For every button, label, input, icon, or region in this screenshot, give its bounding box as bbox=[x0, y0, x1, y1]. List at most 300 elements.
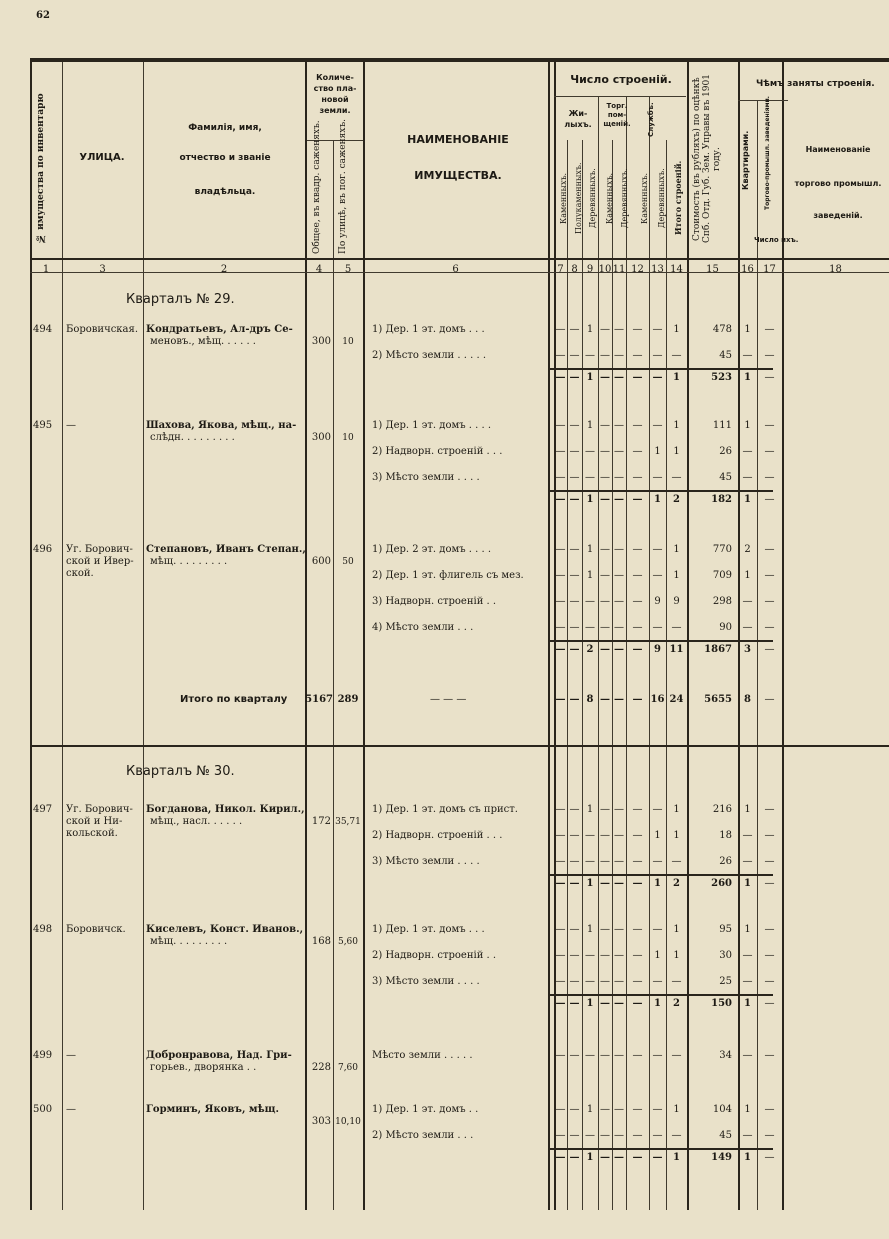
count-cell: — bbox=[652, 1152, 663, 1163]
land-front: 10 bbox=[342, 337, 354, 347]
count-cell: — bbox=[614, 596, 624, 607]
count-cell: — bbox=[632, 472, 643, 483]
value-cell: 5655 bbox=[704, 694, 732, 705]
count-cell: 1 bbox=[586, 998, 594, 1009]
flats-cell: — bbox=[742, 446, 753, 457]
header-col18-2: торгово промышл. bbox=[794, 179, 882, 188]
count-cell: 1 bbox=[654, 446, 661, 457]
total-rule bbox=[548, 490, 773, 492]
header-col17: Торгово-промышл. заведеніями. bbox=[764, 96, 771, 210]
count-cell: 1 bbox=[673, 830, 680, 841]
count-cell: — bbox=[652, 1104, 663, 1115]
count-cell: 1 bbox=[586, 420, 594, 431]
count-cell: — bbox=[614, 1104, 624, 1115]
count-cell: — bbox=[600, 804, 610, 815]
value-cell: 150 bbox=[711, 998, 732, 1009]
count-cell: — bbox=[569, 372, 580, 383]
header-col16: Квартирами. bbox=[741, 130, 750, 190]
owner-name: меновъ., мѣщ. . . . . . bbox=[150, 336, 256, 347]
count-cell: — bbox=[585, 856, 595, 867]
value-cell: 770 bbox=[712, 544, 732, 555]
column-number: 2 bbox=[220, 264, 228, 275]
street: кольской. bbox=[66, 828, 118, 839]
land-area: 168 bbox=[311, 936, 331, 947]
land-area: 172 bbox=[311, 816, 331, 827]
flats-cell: 1 bbox=[744, 998, 751, 1009]
count-cell: — bbox=[614, 694, 624, 705]
count-cell: — bbox=[585, 950, 595, 961]
property-item: 4) Мѣсто земли . . . bbox=[372, 622, 474, 633]
header-col14: Итого строеній. bbox=[673, 160, 683, 236]
quarter-29-title: Кварталъ № 29. bbox=[126, 292, 235, 307]
flats-cell: — bbox=[742, 830, 753, 841]
value-cell: 45 bbox=[719, 350, 732, 361]
flats-cell: 1 bbox=[744, 372, 751, 383]
column-line bbox=[363, 60, 365, 1210]
column-line bbox=[143, 60, 144, 1210]
column-number: 14 bbox=[670, 264, 683, 275]
property-item: 2) Мѣсто земли . . . . . bbox=[372, 350, 486, 361]
header-col9: Деревянныхъ. bbox=[588, 168, 597, 228]
count-cell: — bbox=[614, 1050, 624, 1061]
property-item: Мѣсто земли . . . . . bbox=[372, 1050, 473, 1061]
count-cell: — bbox=[555, 622, 566, 633]
land-area: 303 bbox=[311, 1116, 331, 1127]
count-cell: — bbox=[600, 878, 610, 889]
count-cell: — bbox=[600, 494, 610, 505]
count-cell: 1 bbox=[654, 494, 661, 505]
trade-cell: — bbox=[764, 420, 775, 431]
property-item: 3) Мѣсто земли . . . . bbox=[372, 856, 480, 867]
column-line bbox=[554, 60, 556, 1210]
count-cell: — bbox=[585, 622, 595, 633]
count-cell: — bbox=[569, 998, 580, 1009]
count-cell: — bbox=[585, 472, 595, 483]
column-line bbox=[333, 140, 334, 1210]
value-cell: 523 bbox=[711, 372, 732, 383]
trade-cell: — bbox=[764, 350, 775, 361]
count-cell: 1 bbox=[673, 1152, 680, 1163]
count-cell: — bbox=[600, 1050, 610, 1061]
trade-cell: — bbox=[764, 622, 775, 633]
land-area: 228 bbox=[311, 1062, 331, 1073]
count-cell: — bbox=[632, 694, 643, 705]
quarter-summary-label: Итого по кварталу bbox=[180, 694, 288, 705]
count-cell: — bbox=[614, 976, 624, 987]
flats-cell: — bbox=[742, 596, 753, 607]
count-cell: — bbox=[632, 856, 643, 867]
column-number: 11 bbox=[612, 264, 626, 275]
count-cell: — bbox=[671, 976, 682, 987]
count-cell: — bbox=[614, 998, 624, 1009]
property-item: 2) Мѣсто земли . . . bbox=[372, 1130, 474, 1141]
header-col4: Общее, въ квадр. саженяхъ. bbox=[312, 120, 322, 254]
count-cell: — bbox=[652, 472, 663, 483]
count-cell: 1 bbox=[586, 1104, 594, 1115]
land-area: 300 bbox=[311, 432, 331, 443]
column-number: 4 bbox=[315, 264, 323, 275]
count-cell: — bbox=[671, 472, 682, 483]
count-cell: 1 bbox=[586, 324, 594, 335]
owner-name: Добронравова, Над. Гри- bbox=[146, 1050, 292, 1061]
land-front: 5,60 bbox=[337, 937, 359, 947]
count-cell: — bbox=[614, 350, 624, 361]
entry-number: 500 bbox=[33, 1104, 53, 1115]
owner-name: слѣдн. . . . . . . . . bbox=[150, 432, 235, 443]
header-property-2: ИМУЩЕСТВА. bbox=[414, 169, 502, 182]
count-cell: 1 bbox=[673, 446, 680, 457]
count-cell: — bbox=[632, 372, 643, 383]
count-cell: — bbox=[600, 544, 610, 555]
count-cell: — bbox=[614, 830, 624, 841]
count-cell: — bbox=[652, 924, 663, 935]
count-cell: — bbox=[632, 976, 643, 987]
count-cell: — bbox=[600, 856, 610, 867]
owner-name: мѣщ., насл. . . . . . bbox=[150, 816, 243, 827]
value-cell: 18 bbox=[719, 830, 732, 841]
count-cell: 1 bbox=[586, 924, 594, 935]
count-cell: — bbox=[585, 446, 595, 457]
count-cell: — bbox=[614, 644, 624, 655]
count-cell: 2 bbox=[673, 494, 680, 505]
value-cell: 111 bbox=[712, 420, 732, 431]
count-cell: 1 bbox=[654, 878, 661, 889]
count-cell: — bbox=[569, 420, 580, 431]
count-cell: — bbox=[614, 1152, 624, 1163]
count-cell: — bbox=[632, 494, 643, 505]
value-cell: 90 bbox=[719, 622, 732, 633]
count-cell: — bbox=[614, 570, 624, 581]
column-line bbox=[305, 60, 307, 1210]
count-cell: — bbox=[614, 472, 624, 483]
count-cell: — bbox=[671, 622, 682, 633]
count-cell: 1 bbox=[654, 950, 661, 961]
column-number: 16 bbox=[741, 264, 754, 275]
count-cell: — bbox=[600, 1104, 610, 1115]
count-cell: — bbox=[585, 1130, 595, 1141]
count-cell: — bbox=[569, 1152, 580, 1163]
count-cell: — bbox=[652, 856, 663, 867]
owner-name: мѣщ. . . . . . . . . bbox=[150, 936, 228, 947]
value-cell: 30 bbox=[719, 950, 732, 961]
count-cell: 1 bbox=[673, 372, 680, 383]
buildings-rule bbox=[554, 96, 686, 97]
count-cell: — bbox=[632, 544, 643, 555]
total-rule bbox=[548, 640, 773, 642]
value-cell: 298 bbox=[712, 596, 732, 607]
trade-cell: — bbox=[764, 544, 775, 555]
street: Уг. Борович- bbox=[66, 804, 133, 815]
property-item: 3) Мѣсто земли . . . . bbox=[372, 976, 480, 987]
count-cell: — bbox=[632, 1152, 643, 1163]
count-cell: — bbox=[671, 350, 682, 361]
column-line bbox=[687, 60, 689, 1210]
column-number: 9 bbox=[586, 264, 594, 275]
street: Боровичск. bbox=[66, 924, 126, 935]
count-cell: — bbox=[614, 1130, 624, 1141]
property-item: 1) Дер. 1 эт. домъ . . . bbox=[372, 324, 485, 335]
summary-dashes: — — — bbox=[430, 694, 467, 705]
value-cell: 26 bbox=[719, 856, 732, 867]
total-rule bbox=[548, 1148, 773, 1150]
header-occupied: Чѣмъ заняты строенія. bbox=[756, 79, 875, 89]
trade-cell: — bbox=[764, 804, 775, 815]
count-cell: — bbox=[600, 622, 610, 633]
header-street: УЛИЦА. bbox=[79, 152, 125, 163]
header-service: Службъ. bbox=[647, 102, 655, 138]
count-cell: — bbox=[632, 420, 643, 431]
trade-cell: — bbox=[764, 372, 775, 383]
count-cell: — bbox=[555, 472, 566, 483]
column-line bbox=[548, 60, 550, 1210]
property-item: 1) Дер. 2 эт. домъ . . . . bbox=[372, 544, 492, 555]
flats-cell: 1 bbox=[744, 324, 751, 335]
flats-cell: 1 bbox=[744, 494, 751, 505]
count-cell: — bbox=[569, 804, 580, 815]
count-cell: — bbox=[614, 878, 624, 889]
value-cell: 45 bbox=[719, 1130, 732, 1141]
count-cell: — bbox=[671, 1050, 682, 1061]
trade-cell: — bbox=[764, 924, 775, 935]
header-land-qty: Количе- ство пла- новой земли. bbox=[313, 73, 357, 115]
street: — bbox=[66, 1104, 76, 1115]
trade-cell: — bbox=[764, 446, 775, 457]
count-cell: — bbox=[600, 1130, 610, 1141]
entry-number: 495 bbox=[33, 420, 53, 431]
flats-cell: 1 bbox=[744, 420, 751, 431]
count-cell: 1 bbox=[673, 324, 680, 335]
count-cell: — bbox=[569, 694, 580, 705]
count-cell: — bbox=[569, 856, 580, 867]
entry-number: 497 bbox=[33, 804, 53, 815]
trade-cell: — bbox=[764, 856, 775, 867]
street: ской и Ивер- bbox=[66, 556, 134, 567]
header-bottom-rule bbox=[30, 258, 889, 260]
count-cell: — bbox=[585, 596, 595, 607]
summary-area: 5167 bbox=[305, 694, 333, 705]
owner-name: Горминъ, Яковъ, мѣщ. bbox=[146, 1104, 279, 1115]
header-buildings-count: Число строеній. bbox=[570, 73, 672, 86]
count-cell: — bbox=[632, 998, 643, 1009]
column-number: 10 bbox=[598, 264, 612, 275]
count-cell: — bbox=[632, 324, 643, 335]
flats-cell: 8 bbox=[744, 694, 751, 705]
trade-cell: — bbox=[764, 1050, 775, 1061]
count-cell: 1 bbox=[586, 804, 594, 815]
count-cell: — bbox=[569, 622, 580, 633]
flats-cell: 2 bbox=[744, 544, 751, 555]
column-number: 3 bbox=[99, 264, 106, 275]
count-cell: — bbox=[600, 644, 610, 655]
value-cell: 216 bbox=[712, 804, 732, 815]
count-cell: — bbox=[569, 878, 580, 889]
count-cell: — bbox=[614, 324, 624, 335]
count-cell: — bbox=[555, 924, 566, 935]
trade-cell: — bbox=[764, 472, 775, 483]
count-cell: — bbox=[632, 570, 643, 581]
header-col18-1: Наименованіе bbox=[805, 145, 871, 154]
count-cell: — bbox=[614, 494, 624, 505]
entry-number: 499 bbox=[33, 1050, 53, 1061]
summary-front: 289 bbox=[337, 694, 359, 705]
flats-cell: 1 bbox=[744, 570, 751, 581]
count-cell: 9 bbox=[654, 644, 661, 655]
flats-cell: 3 bbox=[744, 644, 751, 655]
column-number: 1 bbox=[42, 264, 50, 275]
street: — bbox=[66, 1050, 76, 1061]
count-cell: — bbox=[555, 856, 566, 867]
property-item: 1) Дер. 1 эт. домъ . . . . bbox=[372, 420, 492, 431]
owner-name: Киселевъ, Конст. Иванов., bbox=[146, 924, 304, 935]
trade-cell: — bbox=[764, 494, 775, 505]
column-number: 17 bbox=[763, 264, 776, 275]
count-cell: — bbox=[555, 830, 566, 841]
count-cell: — bbox=[569, 570, 580, 581]
count-cell: — bbox=[600, 924, 610, 935]
count-cell: — bbox=[555, 446, 566, 457]
street: ской и Ни- bbox=[66, 816, 123, 827]
flats-cell: — bbox=[742, 950, 753, 961]
count-cell: — bbox=[652, 324, 663, 335]
value-cell: 149 bbox=[711, 1152, 732, 1163]
trade-cell: — bbox=[764, 1130, 775, 1141]
trade-cell: — bbox=[764, 1104, 775, 1115]
count-cell: — bbox=[569, 924, 580, 935]
count-cell: — bbox=[555, 1152, 566, 1163]
count-cell: — bbox=[569, 494, 580, 505]
count-cell: — bbox=[585, 350, 595, 361]
value-cell: 478 bbox=[712, 324, 732, 335]
land-area: 300 bbox=[311, 336, 331, 347]
count-cell: — bbox=[632, 622, 643, 633]
count-cell: — bbox=[632, 644, 643, 655]
count-cell: — bbox=[652, 622, 663, 633]
count-cell: — bbox=[600, 372, 610, 383]
column-number: 7 bbox=[557, 264, 564, 275]
count-cell: — bbox=[569, 976, 580, 987]
count-cell: 1 bbox=[673, 924, 680, 935]
flats-cell: 1 bbox=[744, 878, 751, 889]
owner-name: Шахова, Якова, мѣщ., на- bbox=[146, 420, 297, 431]
count-cell: 1 bbox=[673, 1104, 680, 1115]
count-cell: 1 bbox=[586, 1152, 594, 1163]
property-item: 2) Надворн. строеній . . . bbox=[372, 830, 503, 841]
value-cell: 95 bbox=[719, 924, 732, 935]
entry-number: 496 bbox=[33, 544, 53, 555]
trade-cell: — bbox=[764, 644, 775, 655]
count-cell: — bbox=[632, 350, 643, 361]
count-cell: — bbox=[600, 950, 610, 961]
column-number: 15 bbox=[706, 264, 719, 275]
count-cell: — bbox=[555, 420, 566, 431]
flats-cell: — bbox=[742, 1050, 753, 1061]
header-top-rule bbox=[30, 60, 889, 62]
count-cell: — bbox=[569, 1050, 580, 1061]
count-cell: — bbox=[652, 1050, 663, 1061]
count-cell: 1 bbox=[673, 544, 680, 555]
flats-cell: — bbox=[742, 350, 753, 361]
count-cell: — bbox=[555, 976, 566, 987]
count-cell: — bbox=[555, 644, 566, 655]
street: — bbox=[66, 420, 76, 431]
count-cell: — bbox=[632, 878, 643, 889]
column-line bbox=[62, 60, 63, 1210]
street: ской. bbox=[66, 568, 94, 579]
header-owner-1: Фамилія, имя, bbox=[188, 123, 262, 133]
count-cell: — bbox=[555, 1104, 566, 1115]
flats-cell: 1 bbox=[744, 1152, 751, 1163]
value-cell: 1867 bbox=[704, 644, 732, 655]
count-cell: — bbox=[569, 830, 580, 841]
flats-cell: 1 bbox=[744, 804, 751, 815]
value-cell: 104 bbox=[712, 1104, 732, 1115]
header-col1: № имущества по инвентарю bbox=[36, 93, 46, 243]
header-col12: Каменныхъ. bbox=[640, 172, 649, 224]
count-cell: — bbox=[555, 998, 566, 1009]
count-cell: 1 bbox=[673, 804, 680, 815]
count-cell: 1 bbox=[673, 950, 680, 961]
header-col10: Каменныхъ. bbox=[605, 172, 614, 224]
owner-name: Степановъ, Иванъ Степан., bbox=[146, 544, 306, 555]
count-cell: — bbox=[614, 856, 624, 867]
property-item: 2) Надворн. строеній . . . bbox=[372, 446, 503, 457]
count-cell: — bbox=[600, 324, 610, 335]
column-number: 13 bbox=[651, 264, 664, 275]
property-item: 1) Дер. 1 эт. домъ . . bbox=[372, 1104, 479, 1115]
property-item: 1) Дер. 1 эт. домъ . . . bbox=[372, 924, 485, 935]
count-cell: — bbox=[632, 830, 643, 841]
count-cell: 1 bbox=[654, 830, 661, 841]
header-trade: Торг. пом- щеній. bbox=[603, 102, 631, 128]
count-cell: — bbox=[585, 976, 595, 987]
header-col13: Деревянныхъ. bbox=[657, 168, 666, 228]
count-cell: — bbox=[652, 1130, 663, 1141]
count-cell: 1 bbox=[586, 570, 594, 581]
flats-cell: — bbox=[742, 856, 753, 867]
quarter-30-title: Кварталъ № 30. bbox=[126, 764, 235, 779]
count-cell: — bbox=[632, 1104, 643, 1115]
flats-cell: — bbox=[742, 1130, 753, 1141]
count-cell: 9 bbox=[654, 596, 661, 607]
count-cell: — bbox=[632, 446, 643, 457]
count-cell: 16 bbox=[650, 694, 665, 705]
count-cell: — bbox=[569, 324, 580, 335]
count-cell: — bbox=[600, 694, 610, 705]
count-cell: — bbox=[600, 830, 610, 841]
trade-cell: — bbox=[764, 830, 775, 841]
count-cell: — bbox=[555, 694, 566, 705]
trade-cell: — bbox=[764, 998, 775, 1009]
land-front: 7,60 bbox=[337, 1063, 359, 1073]
count-cell: 2 bbox=[673, 998, 680, 1009]
entry-number: 498 bbox=[33, 924, 53, 935]
count-cell: 1 bbox=[586, 878, 594, 889]
count-cell: — bbox=[614, 544, 624, 555]
flats-cell: 1 bbox=[744, 1104, 751, 1115]
value-cell: 26 bbox=[719, 446, 732, 457]
column-number: 8 bbox=[571, 264, 578, 275]
count-cell: 1 bbox=[673, 570, 680, 581]
count-cell: — bbox=[555, 372, 566, 383]
count-cell: — bbox=[555, 494, 566, 505]
count-cell: — bbox=[569, 644, 580, 655]
value-cell: 25 bbox=[719, 976, 732, 987]
count-cell: — bbox=[652, 372, 663, 383]
property-item: 2) Надворн. строеній . . bbox=[372, 950, 497, 961]
trade-cell: — bbox=[764, 694, 775, 705]
count-cell: — bbox=[569, 544, 580, 555]
trade-cell: — bbox=[764, 570, 775, 581]
